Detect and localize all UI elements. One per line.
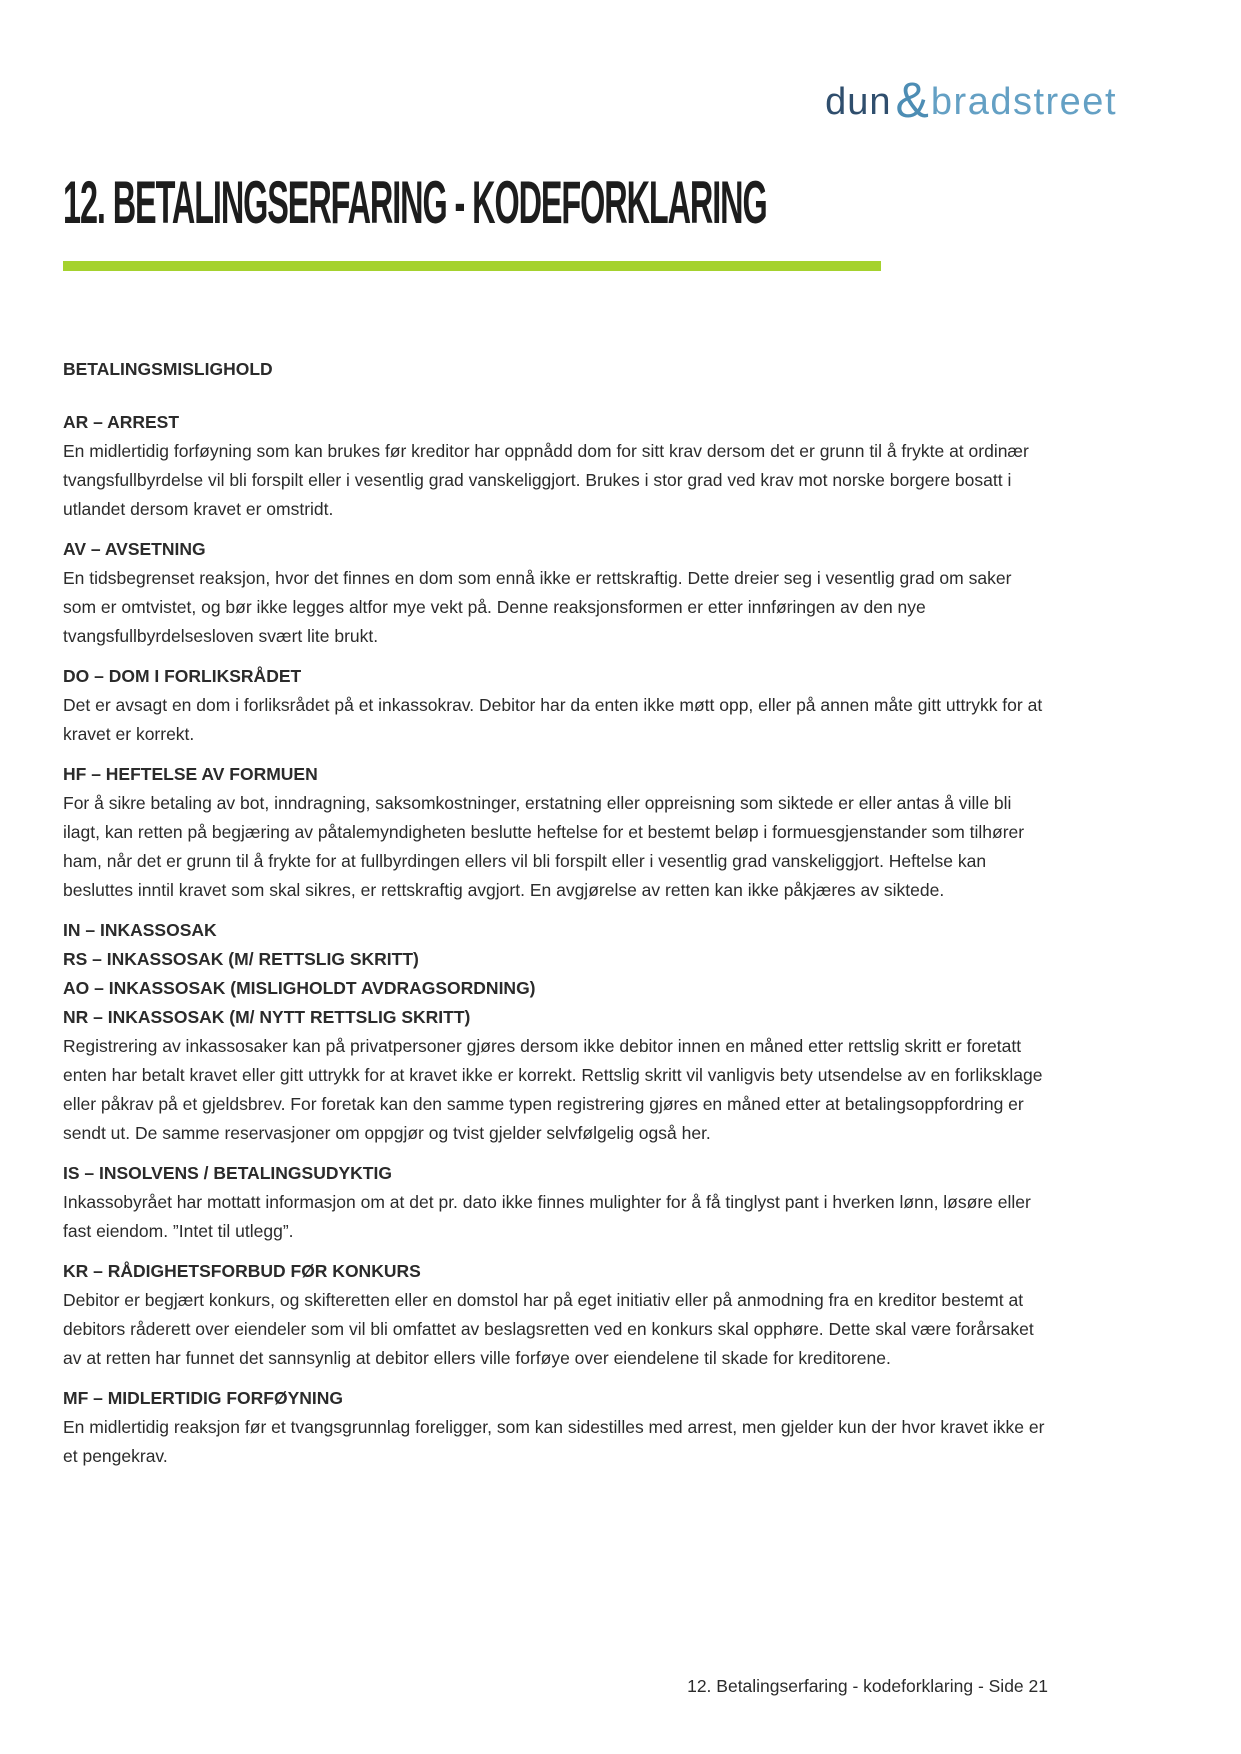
section-code-heading: IN – INKASSOSAK (63, 920, 217, 940)
section-body-text: En midlertidig forføyning som kan brukes før kreditor har oppnådd dom for sitt krav dersom det er grunn til å frykte at ordinær tvangsfullbyrdelse vil bli forspilt eller i vesentlig grad vanskeliggjort. Brukes i stor grad ved krav mot norske borgere bosatt i utlandet dersom kravet er omstridt. (63, 441, 1029, 519)
code-section (63, 408, 1048, 524)
code-section (63, 1257, 1048, 1373)
section-code-heading: AO – INKASSOSAK (MISLIGHOLDT AVDRAGSORDNING) (63, 978, 536, 998)
section-code-heading: AV – AVSETNING (63, 539, 206, 559)
section-code-heading: NR – INKASSOSAK (M/ NYTT RETTSLIG SKRITT) (63, 1007, 471, 1027)
dun-bradstreet-logo (825, 68, 1117, 126)
section-code-heading: MF – MIDLERTIDIG FORFØYNING (63, 1388, 343, 1408)
page-footer-text: 12. Betalingserfaring - kodeforklaring - Side 21 (687, 1676, 1048, 1696)
code-section (63, 535, 1048, 651)
section-code-heading: IS – INSOLVENS / BETALINGSUDYKTIG (63, 1163, 392, 1183)
title-underline-bar (63, 261, 881, 271)
section-body-text: En tidsbegrenset reaksjon, hvor det finnes en dom som ennå ikke er rettskraftig. Dette dreier seg i vesentlig grad om saker som er omtvistet, og bør ikke legges altfor mye vekt på. Denne reaksjonsformen er etter innføringen av den nye tvangsfullbyrdelsesloven svært lite brukt. (63, 568, 1012, 646)
section-body-text: For å sikre betaling av bot, inndragning, saksomkostninger, erstatning eller oppreisning som siktede er eller antas å ville bli ilagt, kan retten på begjæring av påtalemyndigheten beslutte heftelse for et bestemt beløp i formuesgjenstander som tilhører ham, når det er grunn til å frykte for at fullbyrdingen ellers vil bli forspilt eller i vesentlig grad vanskeliggjort. Heftelse kan besluttes inntil kravet som skal sikres, er rettskraftig avgjort. En avgjørelse av retten kan ikke påkjæres av siktede. (63, 793, 1025, 900)
section-code-heading: AR – ARREST (63, 412, 180, 432)
intro-heading: BETALINGSMISLIGHOLD (63, 359, 273, 379)
document-body (63, 355, 1048, 1482)
section-body-text: Debitor er begjært konkurs, og skifteretten eller en domstol har på eget initiativ eller på anmodning fra en kreditor bestemt at debitors råderett over eiendeler som vil bli omfattet av beslagsretten ved en konkurs skal opphøre. Dette skal være forårsaket av at retten har funnet det sannsynlig at debitor ellers ville forføye over eiendelene til skade for kreditorene. (63, 1290, 1034, 1368)
section-code-heading: DO – DOM I FORLIKSRÅDET (63, 666, 302, 686)
code-section (63, 1384, 1048, 1471)
code-section (63, 916, 1048, 1148)
logo-ampersand-icon: & (895, 72, 929, 128)
section-body-text: Det er avsagt en dom i forliksrådet på et inkassokrav. Debitor har da enten ikke møtt opp, eller på annen måte gitt uttrykk for at kravet er korrekt. (63, 695, 1043, 744)
page-title: 12. BETALINGSERFARING - KODEFORKLARING (63, 169, 767, 236)
code-section (63, 662, 1048, 749)
section-body-text: Registrering av inkassosaker kan på privatpersoner gjøres dersom ikke debitor innen en måned etter rettslig skritt er foretatt enten har betalt kravet eller gitt uttrykk for at kravet ikke er korrekt. Rettslig skritt vil vanligvis bety utsendelse av en forliksklage eller påkrav på et gjeldsbrev. For foretak kan den samme typen registrering gjøres en måned etter at betalingsoppfordring er sendt ut. De samme reservasjoner om oppgjør og tvist gjelder selvfølgelig også her. (63, 1036, 1043, 1143)
code-section (63, 1159, 1048, 1246)
logo-dun-text: dun (825, 81, 892, 123)
section-code-heading: HF – HEFTELSE AV FORMUEN (63, 764, 318, 784)
code-sections (63, 408, 1048, 1471)
section-body-text: En midlertidig reaksjon før et tvangsgrunnlag foreligger, som kan sidestilles med arrest, men gjelder kun der hvor kravet ikke er et pengekrav. (63, 1417, 1045, 1466)
code-section (63, 760, 1048, 905)
section-code-heading: KR – RÅDIGHETSFORBUD FØR KONKURS (63, 1261, 421, 1281)
section-body-text: Inkassobyrået har mottatt informasjon om at det pr. dato ikke finnes mulighter for å få tinglyst pant i hverken lønn, løsøre eller fast eiendom. ”Intet til utlegg”. (63, 1192, 1031, 1241)
logo-bradstreet-text: bradstreet (930, 81, 1117, 123)
section-code-heading: RS – INKASSOSAK (M/ RETTSLIG SKRITT) (63, 949, 419, 969)
